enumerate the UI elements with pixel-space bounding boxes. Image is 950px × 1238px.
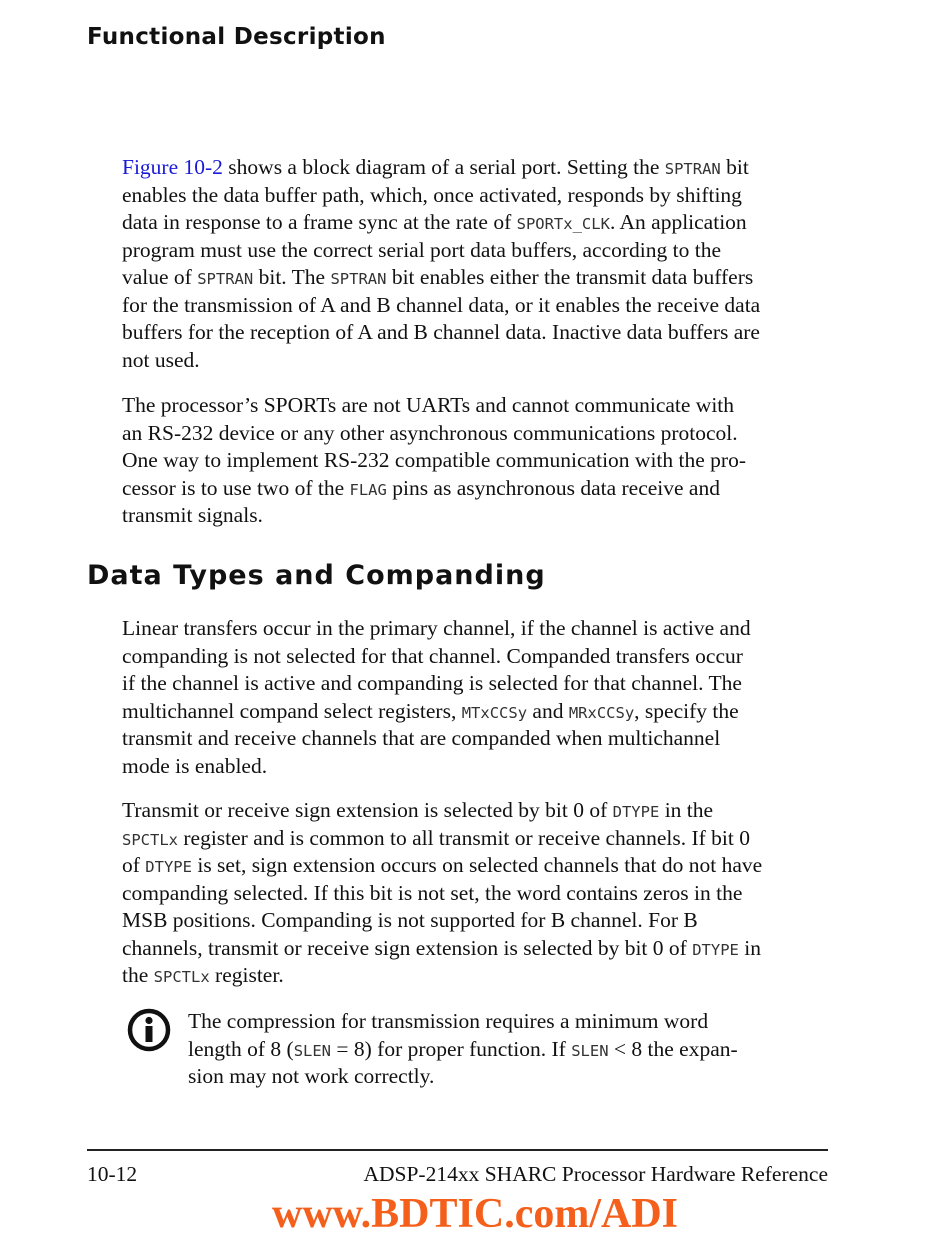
code-term: MTxCCSy — [461, 703, 528, 722]
text-line — [188, 1063, 738, 1091]
code-term: SPTRAN — [197, 270, 254, 288]
text-line — [122, 154, 760, 182]
text-run: bit — [720, 155, 749, 179]
figure-link[interactable]: Figure 10-2 — [122, 155, 223, 179]
text-line — [122, 182, 760, 210]
text-line — [122, 347, 760, 375]
text-run: The processor’s SPORTs are not UARTs and cannot communicate with — [122, 393, 735, 417]
text-run: One way to implement RS-232 compatible communication with the pro- — [122, 448, 746, 472]
text-line — [122, 797, 762, 825]
text-run: enables the data buffer path, which, once activated, responds by shifting — [122, 182, 742, 207]
text-line — [122, 292, 760, 320]
running-header: Functional Description — [87, 24, 386, 50]
text-run: register and is common to all transmit or receive channels. If bit 0 — [178, 825, 750, 850]
paragraph-sign-extension — [122, 797, 762, 990]
text-run: cessor is to use two of the — [122, 475, 350, 500]
text-run: MSB positions. Companding is not supported for B channel. For B — [122, 908, 698, 932]
text-run: The compression for transmission requires a minimum word — [188, 1009, 709, 1033]
text-run: channels, transmit or receive sign extension is selected by bit 0 of — [122, 935, 693, 960]
text-run: Linear transfers occur in the primary channel, if the channel is active and — [122, 616, 751, 640]
text-line — [122, 907, 762, 935]
paragraph-spport-overview — [122, 154, 760, 374]
note-text — [188, 1008, 738, 1091]
text-run: sion may not work correctly. — [188, 1064, 435, 1088]
page-number: 10-12 — [87, 1162, 138, 1186]
text-run: register. — [209, 963, 284, 987]
book-title: ADSP-214xx SHARC Processor Hardware Reference — [363, 1162, 828, 1186]
text-line — [122, 852, 762, 880]
text-line — [122, 880, 762, 908]
text-run: companding is not selected for that channel. Companded transfers occur — [122, 643, 743, 668]
text-run: not used. — [122, 347, 200, 372]
text-line — [122, 237, 760, 265]
text-line — [122, 670, 751, 698]
text-line — [122, 643, 751, 671]
code-term: SPCTLx — [153, 968, 210, 986]
text-line — [188, 1008, 738, 1036]
text-run: if the channel is active and companding is selected for that channel. The — [122, 671, 742, 695]
text-line — [122, 392, 746, 420]
text-run: an RS-232 device or any other asynchronous communications protocol. — [122, 420, 738, 445]
code-term: SLEN — [293, 1041, 332, 1060]
text-run: = 8) for proper function. If — [331, 1036, 572, 1061]
text-line — [122, 825, 762, 853]
text-run: transmit signals. — [122, 503, 263, 527]
text-run: in — [738, 935, 761, 960]
paragraph-linear-transfers — [122, 615, 751, 780]
code-term: SPORTx_CLK — [516, 215, 610, 233]
text-run: of — [122, 853, 146, 877]
code-term: SPTRAN — [664, 160, 721, 178]
text-line — [122, 615, 751, 643]
text-run: Transmit or receive sign extension is selected by bit 0 of — [122, 798, 613, 822]
text-run: . An application — [609, 210, 747, 234]
text-line — [122, 502, 746, 530]
watermark: www.BDTIC.com/ADI — [271, 1191, 678, 1237]
text-run: multichannel compand select registers, — [122, 698, 462, 723]
code-term: SPTRAN — [330, 270, 387, 288]
text-line — [122, 725, 751, 753]
text-run: bit. The — [253, 265, 331, 289]
text-run: transmit and receive channels that are companded when multichannel — [122, 726, 721, 750]
text-run: buffers for the reception of A and B channel data. Inactive data buffers are — [122, 320, 760, 344]
section-heading: Data Types and Companding — [87, 560, 546, 591]
text-run: bit enables either the transmit data buffers — [386, 265, 754, 289]
code-term: SLEN — [571, 1041, 609, 1060]
text-line — [188, 1036, 738, 1064]
paragraph-uart-note — [122, 392, 746, 530]
text-line — [122, 264, 760, 292]
text-line — [122, 420, 746, 448]
text-run: , specify the — [634, 698, 739, 723]
footer-rule — [87, 1149, 828, 1151]
text-run: data in response to a frame sync at the rate of — [122, 210, 517, 234]
code-term: SPCTLx — [122, 830, 178, 849]
text-run: length of 8 ( — [188, 1036, 294, 1061]
text-line — [122, 935, 762, 963]
text-run: program must use the correct serial port data buffers, according to the — [122, 237, 721, 262]
text-line — [122, 698, 751, 726]
text-line — [122, 475, 746, 503]
code-term: DTYPE — [612, 803, 660, 821]
text-run: companding selected. If this bit is not set, the word contains zeros in the — [122, 880, 743, 905]
text-run: and — [527, 698, 569, 723]
text-run: shows a block diagram of a serial port. Setting the — [222, 155, 665, 179]
text-run: value of — [122, 265, 198, 289]
text-line — [122, 319, 760, 347]
info-icon — [127, 1008, 171, 1052]
text-run: in the — [659, 798, 714, 822]
text-run: < 8 the expan- — [608, 1036, 738, 1061]
code-term: DTYPE — [692, 940, 739, 959]
text-run: for the transmission of A and B channel data, or it enables the receive data — [122, 292, 761, 317]
text-line — [122, 753, 751, 781]
text-line — [122, 447, 746, 475]
code-term: FLAG — [349, 480, 387, 499]
text-run: pins as asynchronous data receive and — [386, 475, 720, 500]
text-run: is set, sign extension occurs on selected channels that do not have — [191, 853, 763, 877]
code-term: MRxCCSy — [568, 703, 635, 722]
text-run: mode is enabled. — [122, 753, 268, 778]
code-term: DTYPE — [145, 858, 192, 876]
text-line — [122, 962, 762, 990]
text-line — [122, 209, 760, 237]
text-run: the — [122, 963, 154, 987]
